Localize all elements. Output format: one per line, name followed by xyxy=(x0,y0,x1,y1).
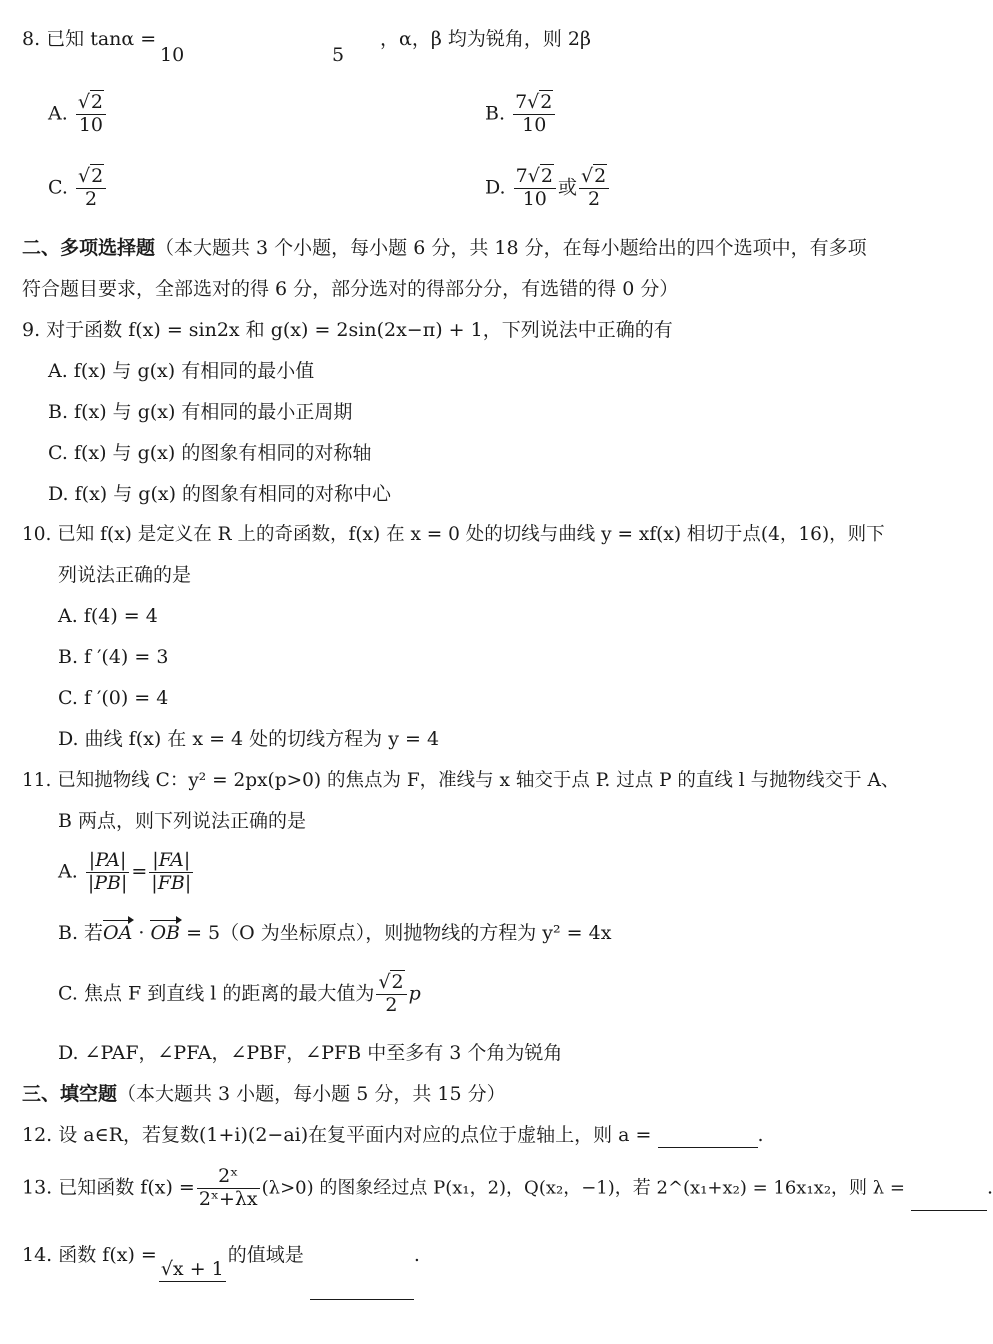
vector-ob: OB xyxy=(150,922,181,944)
section-2-title: 二、多项选择题 xyxy=(22,237,156,259)
q11-option-a: A. $\frac{|PA|}{|PB|}$ = $\frac{|FA|}{|FB|}$ xyxy=(58,849,192,894)
fraction: $\frac{7√2}{10}$ xyxy=(514,166,556,211)
fraction: $\frac{√2}{10}$ xyxy=(76,92,106,137)
section-2-desc: （本大题共 3 个小题，每小题 6 分，共 18 分，在每小题给出的四个选项中，有多项 xyxy=(155,237,867,259)
answer-blank[interactable] xyxy=(911,1190,987,1211)
q9-option-d: D. f(x) 与 g(x) 的图象有相同的对称中心 xyxy=(48,483,392,505)
q9-option-b: B. f(x) 与 g(x) 有相同的最小正周期 xyxy=(48,401,353,423)
fraction: $\frac{\text{2ˣ}}{\text{2ˣ+λx}}$ xyxy=(198,1165,258,1210)
q11-stem-line2: B 两点，则下列说法正确的是 xyxy=(58,810,307,832)
q9-option-c: C. f(x) 与 g(x) 的图象有相同的对称轴 xyxy=(48,442,372,464)
q9-option-a: A. f(x) 与 g(x) 有相同的最小值 xyxy=(48,360,315,382)
section-2-desc-line2: 符合题目要求，全部选对的得 6 分，部分选对的得部分分，有选错的得 0 分） xyxy=(22,278,679,300)
q8-top-tail: ，α，β 均为锐角，则 2β xyxy=(380,28,591,50)
fraction: $\frac{√2}{2}$ xyxy=(579,166,609,211)
answer-blank[interactable] xyxy=(658,1127,758,1148)
q8-top-den1: 10 xyxy=(160,44,185,66)
q10-stem-line2: 列说法正确的是 xyxy=(58,564,192,586)
fraction: $\frac{|FA|}{|FB|}$ xyxy=(151,849,192,894)
fraction: $\frac{|PA|}{|PB|}$ xyxy=(87,849,128,894)
q8-option-b: B. $\frac{7√2}{10}$ xyxy=(485,92,557,137)
q8-top-text: 8. 已知 tanα = xyxy=(22,28,157,50)
q11-option-d: D. ∠PAF，∠PFA，∠PBF，∠PFB 中至多有 3 个角为锐角 xyxy=(58,1042,563,1064)
q10-option-b: B. f ′(4) = 3 xyxy=(58,646,169,668)
q9-stem: 9. 对于函数 f(x) = sin2x 和 g(x) = 2sin(2x−π) + 1，下列说法中正确的有 xyxy=(22,319,673,341)
q14: 14. 函数 f(x) = √x + 1 的值域是 . xyxy=(22,1244,420,1300)
q11-option-b: B. 若OA · OB = 5（O 为坐标原点），则抛物线的方程为 y² = 4x xyxy=(58,922,612,944)
q10-option-d: D. 曲线 f(x) 在 x = 4 处的切线方程为 y = 4 xyxy=(58,728,440,750)
q12: 12. 设 a∈R，若复数(1+i)(2−ai)在复平面内对应的点位于虚轴上，则 a = . xyxy=(22,1124,764,1146)
q8-top-den2: 5 xyxy=(332,44,345,66)
fraction: $\frac{7√2}{10}$ xyxy=(513,92,555,137)
q13: 13. 已知函数 f(x) = $\frac{\text{2ˣ}}{\text{2ˣ+λx}}$ (λ>0) 的图象经过点 P(x₁，2)，Q(x₂，−1)，若 2^(x₁+x₂) = 16x₁x₂，则 λ = . xyxy=(22,1165,993,1210)
section-2-header xyxy=(22,237,867,261)
q8-option-c: C. $\frac{√2}{2}$ xyxy=(48,166,108,211)
section-3-desc: （本大题共 3 小题，每小题 5 分，共 15 分） xyxy=(117,1083,506,1105)
q11-option-c: C. 焦点 F 到直线 l 的距离的最大值为 $\frac{√2}{2}$ p xyxy=(58,971,421,1016)
answer-blank[interactable] xyxy=(310,1279,414,1300)
section-3-header xyxy=(22,1083,506,1107)
q8-top-fragment xyxy=(22,28,156,52)
q10-option-c: C. f ′(0) = 4 xyxy=(58,687,169,709)
fraction: √x + 1 xyxy=(160,1258,224,1280)
fraction: $\frac{√2}{2}$ xyxy=(76,166,106,211)
q8-option-d: D. $\frac{7√2}{10}$ 或 $\frac{√2}{2}$ xyxy=(485,166,611,211)
q10-option-a: A. f(4) = 4 xyxy=(58,605,158,627)
q10-stem-line1: 10. 已知 f(x) 是定义在 R 上的奇函数，f(x) 在 x = 0 处的切线与曲线 y = xf(x) 相切于点(4，16)，则下 xyxy=(22,524,885,545)
fraction: $\frac{√2}{2}$ xyxy=(376,972,406,1017)
section-3-title: 三、填空题 xyxy=(22,1083,118,1105)
vector-oa: OA xyxy=(103,922,133,944)
q11-stem-line1: 11. 已知抛物线 C：y² = 2px(p>0) 的焦点为 F，准线与 x 轴交于点 P. 过点 P 的直线 l 与抛物线交于 A、 xyxy=(22,770,900,791)
q8-option-a: A. $\frac{√2}{10}$ xyxy=(48,92,108,137)
